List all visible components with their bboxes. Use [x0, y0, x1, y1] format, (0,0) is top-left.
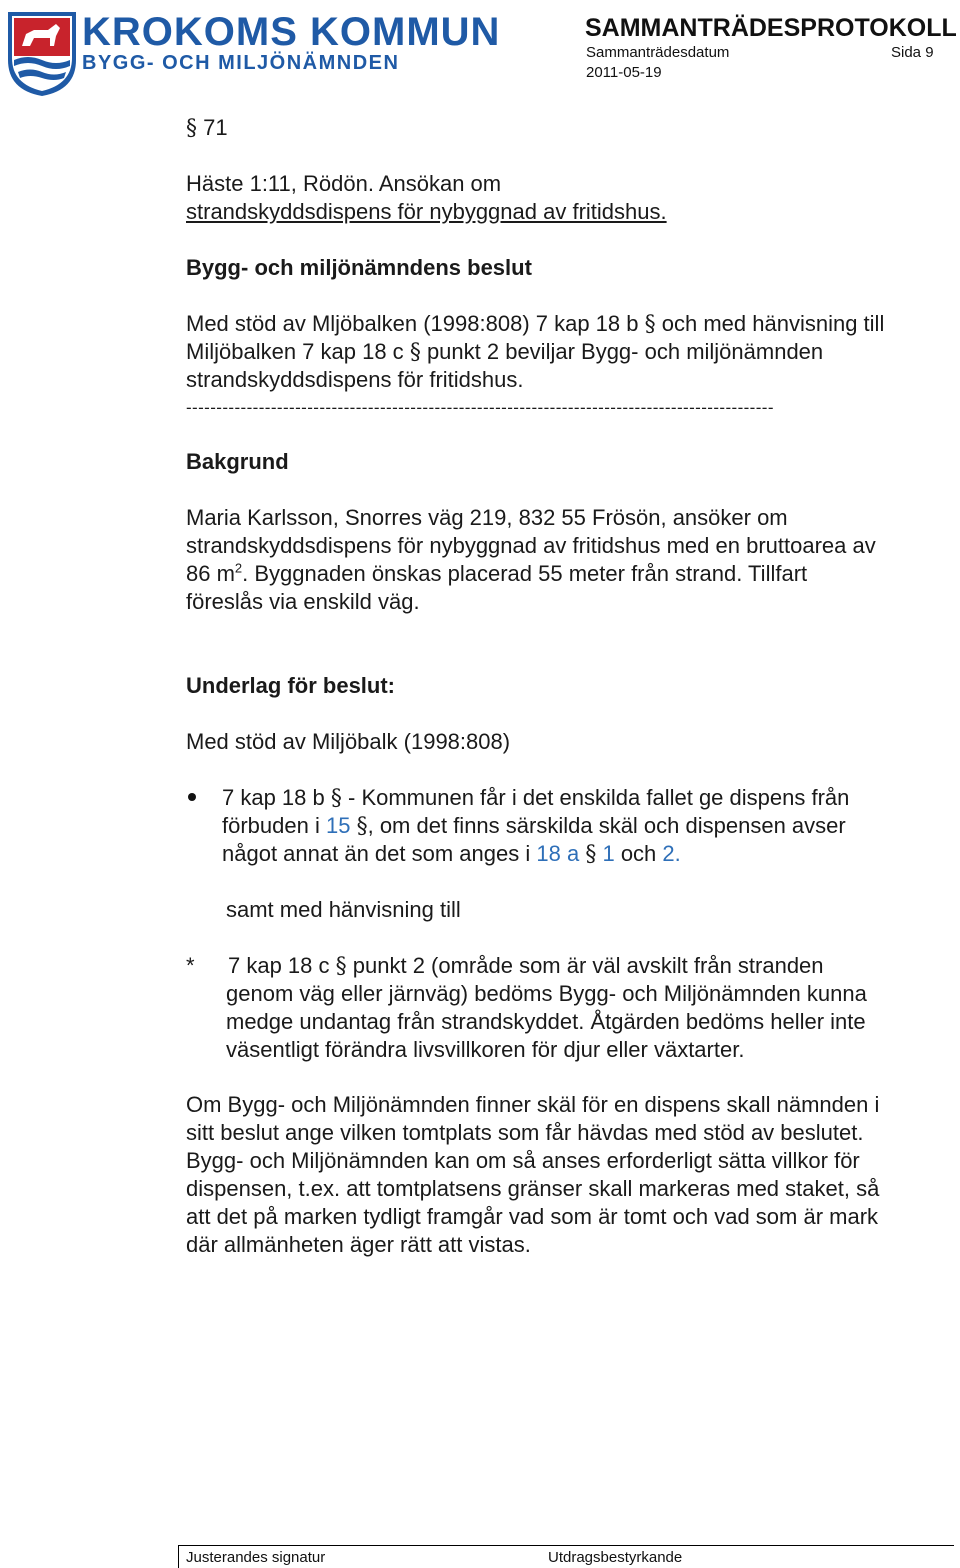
reference-link-18a[interactable]: 18 a	[536, 841, 580, 866]
basis-intro: Med stöd av Miljöbalk (1998:808)	[186, 729, 511, 754]
signature-label: Justerandes signatur	[186, 1549, 326, 1566]
date-label: Sammanträdesdatum	[586, 44, 730, 61]
closing-line-5: att det på marken tydligt framgår vad som är tomt och vad som är mark	[186, 1204, 879, 1229]
closing-line-6: där allmänheten äger rätt att vistas.	[186, 1232, 531, 1257]
page-number: Sida 9	[891, 44, 934, 61]
section-symbol: §	[186, 116, 197, 141]
subject-line-1: Häste 1:11, Rödön. Ansökan om	[186, 171, 502, 196]
reference-line: samt med hänvisning till	[226, 897, 461, 922]
bullet-line-2: förbuden i 15 §, om det finns särskilda skäl och dispensen avser	[222, 813, 846, 839]
section-symbol: §	[335, 954, 347, 979]
reference-link-15[interactable]: 15	[325, 813, 351, 838]
star-line-2: genom väg eller järnväg) bedöms Bygg- och Miljönämnden kunna	[226, 981, 867, 1006]
bullet-line-3: något annat än det som anges i 18 a § 1 och 2.	[222, 841, 681, 867]
closing-line-2: sitt beslut ange vilken tomtplats som får hävdas med stöd av beslutet.	[186, 1120, 864, 1145]
section-symbol: §	[356, 814, 368, 839]
closing-line-3: Bygg- och Miljönämnden kan om så anses erforderligt sätta villkor för	[186, 1148, 860, 1173]
background-heading: Bakgrund	[186, 449, 289, 474]
section-symbol: §	[585, 842, 597, 867]
background-line-3: 86 $m^2$. Byggnaden önskas placerad 55 meter från strand. Tillfart	[186, 560, 808, 586]
extract-label: Utdragsbestyrkande	[548, 1549, 683, 1566]
star-line-3: medge undantag från strandskyddet. Åtgärden bedöms heller inte	[226, 1009, 866, 1034]
star-marker: *	[186, 953, 195, 978]
bullet-line-1: 7 kap 18 b § - Kommunen får i det enskilda fallet ge dispens från	[222, 785, 850, 811]
star-line-1: 7 kap 18 c § punkt 2 (område som är väl avskilt från stranden	[228, 953, 824, 979]
closing-line-1: Om Bygg- och Miljönämnden finner skäl för en dispens skall nämnden i	[186, 1092, 880, 1117]
subject-line-2: strandskyddsdispens för nybyggnad av fritidshus.	[186, 199, 667, 224]
basis-heading: Underlag för beslut:	[186, 673, 396, 698]
meeting-date: 2011-05-19	[586, 64, 662, 81]
decision-line-1: Med stöd av Mljöbalken (1998:808) 7 kap 18 b § och med hänvisning till	[186, 311, 885, 337]
decision-line-3: strandskyddsdispens för fritidshus.	[186, 367, 524, 392]
background-line-1: Maria Karlsson, Snorres väg 219, 832 55 Frösön, ansöker om	[186, 505, 788, 530]
reference-link-1[interactable]: 1	[602, 841, 615, 866]
background-line-2: strandskyddsdispens för nybyggnad av fritidshus med en bruttoarea av	[186, 533, 876, 558]
section-symbol: §	[409, 340, 421, 365]
bullet-marker	[188, 793, 196, 801]
star-line-4: väsentligt förändra livsvillkoren för djur eller växtarter.	[226, 1037, 745, 1062]
section-symbol: §	[644, 312, 656, 337]
closing-line-4: dispensen, t.ex. att tomtplatsens gränser skall markeras med staket, så	[186, 1176, 880, 1201]
reference-link-2[interactable]: 2.	[662, 841, 681, 866]
document-title: SAMMANTRÄDESPROTOKOLL	[585, 14, 957, 42]
organization-department: BYGG- OCH MILJÖNÄMNDEN	[82, 52, 400, 74]
separator-line: -------------------------------------------------------------------------------------------------	[186, 398, 774, 417]
background-line-4: föreslås via enskild väg.	[186, 589, 420, 614]
decision-line-2: Miljöbalken 7 kap 18 c § punkt 2 beviljar Bygg- och miljönämnden	[186, 339, 824, 365]
decision-heading: Bygg- och miljönämndens beslut	[186, 255, 532, 280]
organization-name: KROKOMS KOMMUN	[82, 10, 501, 54]
section-symbol: §	[330, 786, 342, 811]
paragraph-number: § 71	[186, 115, 228, 141]
